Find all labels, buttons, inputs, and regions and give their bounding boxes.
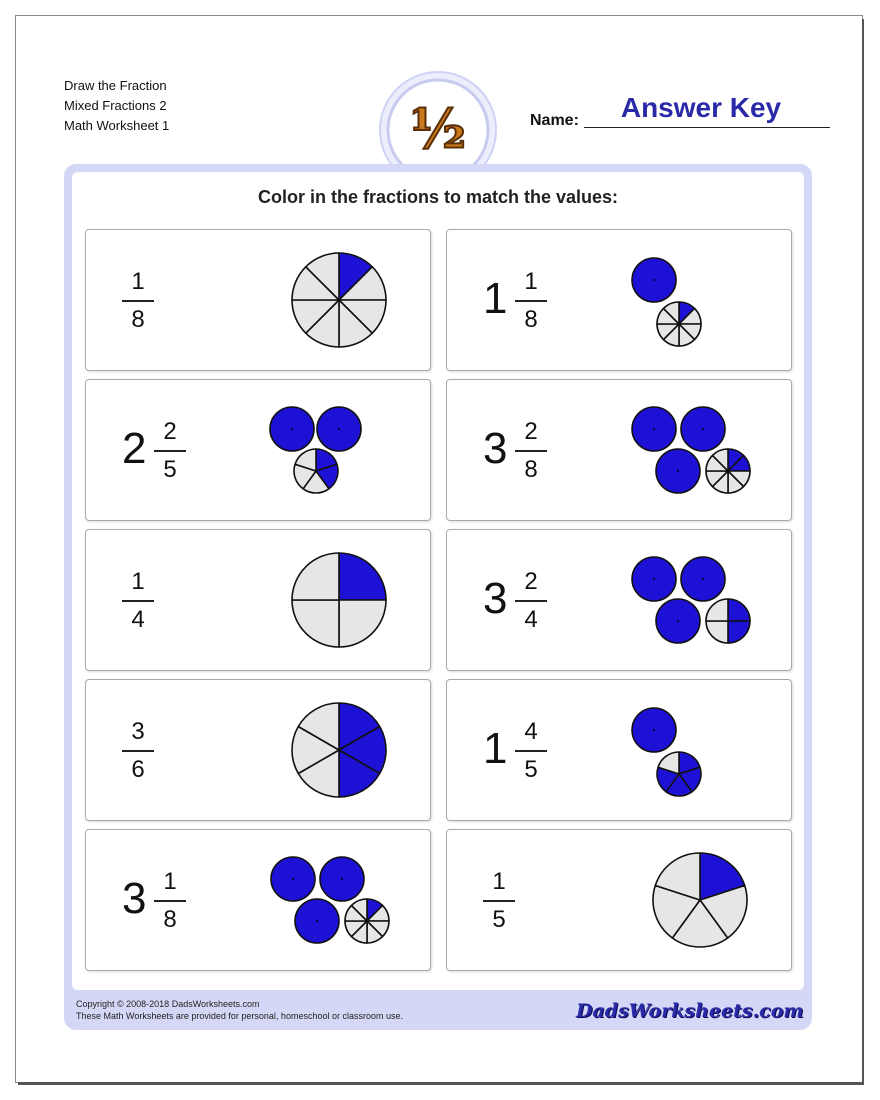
empty-slice[interactable] — [706, 621, 728, 643]
center-dot — [653, 428, 655, 430]
fraction-circles[interactable] — [447, 230, 791, 370]
center-dot — [292, 878, 294, 880]
name-underline — [584, 127, 830, 128]
problem-card — [446, 679, 792, 821]
denominator: 4 — [131, 606, 145, 633]
copyright-notice — [76, 998, 403, 1022]
fraction-circles[interactable] — [86, 680, 430, 820]
whole-number: 3 — [483, 424, 508, 473]
answer-key-text: Answer Key — [620, 92, 782, 123]
usage-notice: These Math Worksheets are provided for personal, homeschool or classroom use. — [76, 1011, 403, 1021]
center-dot — [653, 279, 655, 281]
name-label: Name: — [530, 112, 579, 129]
denominator: 8 — [163, 906, 177, 933]
whole-number: 2 — [122, 424, 147, 473]
problem-card — [85, 529, 431, 671]
whole-number: 1 — [483, 724, 508, 773]
center-dot — [341, 878, 343, 880]
numerator: 1 — [131, 568, 145, 595]
numerator: 1 — [131, 268, 145, 295]
fraction-circles[interactable] — [86, 230, 430, 370]
numerator: 2 — [163, 418, 177, 445]
center-dot — [677, 470, 679, 472]
center-dot — [653, 729, 655, 731]
whole-number: 3 — [122, 874, 147, 923]
fraction-circles[interactable] — [447, 830, 791, 970]
fraction-circles[interactable] — [86, 830, 430, 970]
half-logo-text: ½ — [409, 97, 467, 161]
numerator: 3 — [131, 718, 145, 745]
problem-card — [85, 829, 431, 971]
instruction-text: Color in the fractions to match the values: — [257, 187, 619, 207]
worksheet-number: Math Worksheet 1 — [64, 118, 170, 133]
problem-card — [85, 229, 431, 371]
problem-card — [446, 229, 792, 371]
center-dot — [291, 428, 293, 430]
brand-logo: DadsWorksheets.com — [576, 1000, 804, 1022]
denominator: 5 — [524, 756, 538, 783]
center-dot — [338, 428, 340, 430]
numerator: 1 — [163, 868, 177, 895]
denominator: 5 — [163, 456, 177, 483]
fraction-circles[interactable] — [447, 530, 791, 670]
denominator: 8 — [131, 306, 145, 333]
fraction-circles[interactable] — [86, 380, 430, 520]
numerator: 1 — [492, 868, 506, 895]
filled-slice[interactable] — [339, 553, 386, 600]
problem-card — [446, 379, 792, 521]
fraction-circles[interactable] — [447, 380, 791, 520]
center-dot — [316, 920, 318, 922]
numerator: 2 — [524, 568, 538, 595]
copyright-text: Copyright © 2008-2018 DadsWorksheets.com — [76, 999, 260, 1009]
empty-slice[interactable] — [292, 553, 339, 600]
denominator: 4 — [524, 606, 538, 633]
denominator: 8 — [524, 306, 538, 333]
empty-slice[interactable] — [292, 600, 339, 647]
fraction-circles[interactable] — [447, 680, 791, 820]
center-dot — [702, 578, 704, 580]
worksheet-subtitle: Mixed Fractions 2 — [64, 98, 167, 113]
numerator: 4 — [524, 718, 538, 745]
center-dot — [653, 578, 655, 580]
filled-slice[interactable] — [728, 621, 750, 643]
whole-number: 1 — [483, 274, 508, 323]
problem-card — [446, 829, 792, 971]
problem-card — [446, 529, 792, 671]
center-dot — [702, 428, 704, 430]
denominator: 8 — [524, 456, 538, 483]
problem-card — [85, 679, 431, 821]
filled-slice[interactable] — [728, 599, 750, 621]
fraction-circles[interactable] — [86, 530, 430, 670]
empty-slice[interactable] — [339, 600, 386, 647]
problem-card — [85, 379, 431, 521]
numerator: 1 — [524, 268, 538, 295]
empty-slice[interactable] — [706, 599, 728, 621]
numerator: 2 — [524, 418, 538, 445]
center-dot — [677, 620, 679, 622]
denominator: 5 — [492, 906, 506, 933]
denominator: 6 — [131, 756, 145, 783]
worksheet-title: Draw the Fraction — [64, 78, 167, 93]
whole-number: 3 — [483, 574, 508, 623]
